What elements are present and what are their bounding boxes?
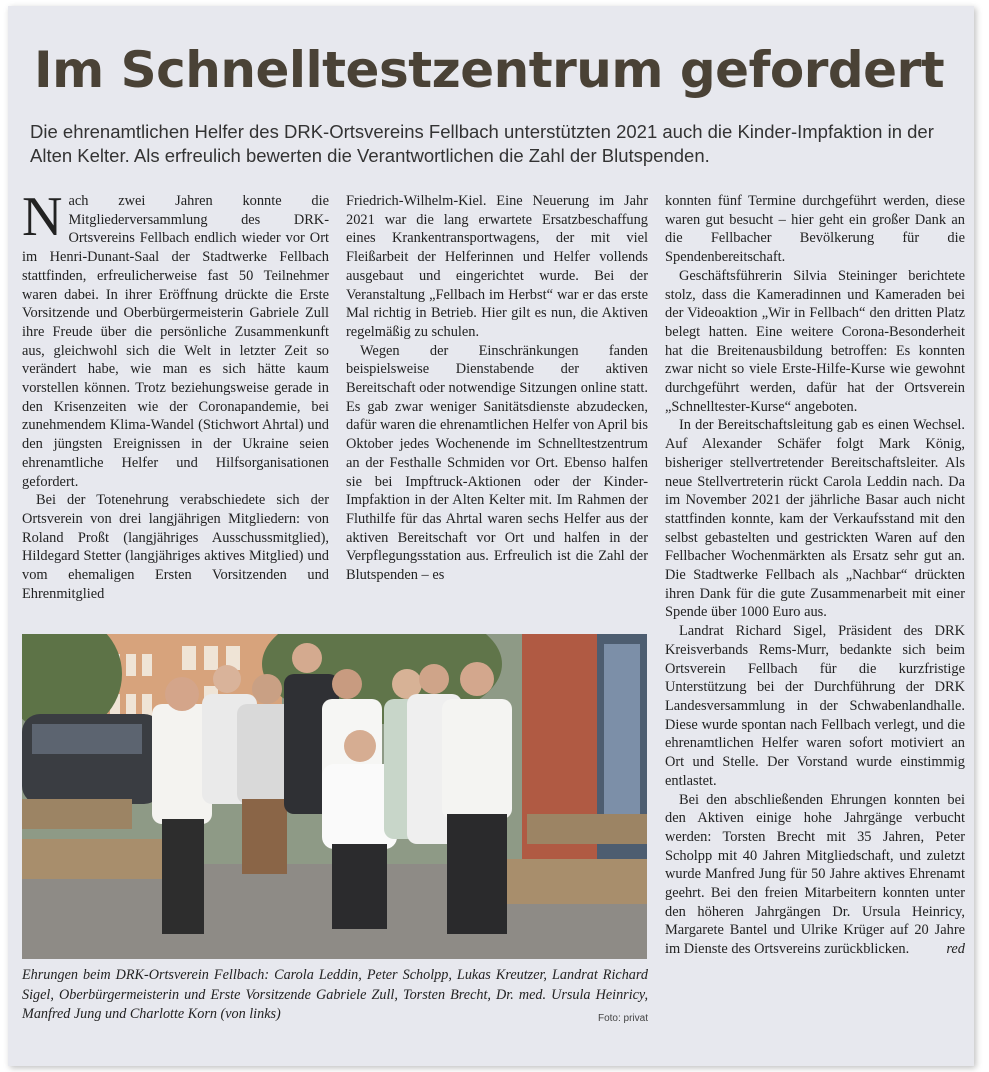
text-column-1 [22, 186, 329, 603]
paragraph: Landrat Richard Sigel, Präsident des DRK Kreisverbands Rems-Murr, bedankte sich beim Ortsverein Fellbach für die kurzfristige Unterstützung bei der Durchführung der DRK Landesversammlung in der Schwabenlandhalle. Diese wurde spontan nach Fellbach verlegt, und die ehrenamtlichen Helfer waren sofort motiviert an Ort und Stelle. Der Vorstand wurde einstimmig entlastet. [665, 623, 965, 789]
text-column-2 [346, 192, 648, 585]
paragraph: konnten fünf Termine durchgeführt werden, diese waren gut besucht – hier geht ein großer Dank an die Fellbacher Bevölkerung für die Spendenbereitschaft. [665, 193, 965, 266]
paragraph: Wegen der Einschränkungen fanden beispielsweise Dienstabende der aktiven Bereitschaft oder notwendige Sitzungen online statt. Es gab zwar weniger Sanitätsdienste abzudecken, dafür waren die ehrenamtlichen Helfer von April bis Oktober jedes Wochenende im Schnelltestzentrum an der Festhalle Schmiden vor Ort. Ebenso halfen sie bei Impftruck-Aktionen oder der Kinder-Impfaktion in der Alten Kelter mit. Im Rahmen der Fluthilfe für das Ahrtal waren sechs Helfer aus der aktiven Bereitschaft vor Ort und halfen in der Verpflegungsstation aus. Erfreulich ist die Zahl der Blutspenden – es [346, 342, 648, 584]
author-signature: red [946, 941, 965, 958]
newspaper-clipping [8, 6, 974, 1066]
paragraph: Bei den abschließenden Ehrungen konnten bei den Aktiven einige hohe Jahrgänge verbucht werden: Torsten Brecht mit 35 Jahren, Peter Scholpp mit 40 Jahren Mitgliedschaft, und zuletzt wurde Manfred Jung für 50 Jahre aktives Ehrenamt geehrt. Bei den freien Mitarbeitern konnten unter den höheren Jahrgängen Dr. Ursula Heinricy, Margarete Bantel und Ulrike Krüger auf 20 Jahre im Dienste des Ortsvereins zurückblicken. red [665, 791, 965, 958]
photo-caption: Ehrungen beim DRK-Ortsverein Fellbach: Carola Leddin, Peter Scholpp, Lukas Kreutzer, Landrat Richard Sigel, Oberbürgermeisterin und Erste Vorsitzende Gabriele Zull, Torsten Brecht, Dr. med. Ursula Heinricy, Manfred Jung und Charlotte Korn (von links) Foto: privat [22, 966, 648, 1029]
photo-credit: Foto: privat [597, 1013, 648, 1024]
paragraph: Bei der Totenehrung verabschiedete sich der Ortsverein von drei langjährigen Mitgliedern: von Roland Proßt (langjähriges Ausschussmitglied), Hildegard Stetter (langjähriges aktives Mitglied) und vom ehemaligen Ersten Vorsitzenden und Ehrenmitglied [22, 492, 329, 602]
paragraph: In der Bereitschaftsleitung gab es einen Wechsel. Auf Alexander Schäfer folgt Mark König, bisheriger stellvertretender Bereitschaftsleiter. Als neue Stellvertreterin rückt Carola Leddin nach. Da im November 2021 der jährliche Basar auch nicht stattfinden konnte, kam der Verkaufsstand mit den selbst gebastelten und gestrickten Waren auf den Fellbacher Wochenmärkten als Ersatz sehr gut an. Die Stadtwerke Fellbach als „Nachbar“ drückten ihren Dank für die gute Zusammenarbeit mit einer Spende über 1000 Euro aus. [665, 417, 965, 621]
photo-illustration [22, 634, 647, 959]
drop-cap: N [22, 186, 63, 248]
paragraph: Geschäftsführerin Silvia Steininger berichtete stolz, dass die Kameradinnen und Kameraden bei der Videoaktion „Wir in Fellbach“ den dritten Platz belegt hatten. Eine weitere Corona-Besonderheit hat die Breitenausbildung betroffen: Es konnten zwar nicht so viele Erste-Hilfe-Kurse wie gewohnt durchgeführt werden, dafür hat der Ortsverein „Schnelltester-Kurse“ angeboten. [665, 267, 965, 415]
paragraph: Friedrich-Wilhelm-Kiel. Eine Neuerung im Jahr 2021 war die lang erwartete Ersatzbeschaffung eines Krankentransportwagens, der mit viel Fleißarbeit der Helferinnen und Helfer vollends ausgebaut und eingerichtet wurde. Bei der Veranstaltung „Fellbach im Herbst“ war er das erste Mal richtig in Betrieb. Hier gilt es nun, die Aktiven regelmäßig zu schulen. [346, 193, 648, 340]
paragraph: Nach zwei Jahren konnte die Mitgliederversammlung des DRK-Ortsvereins Fellbach endlich wieder vor Ort im Henri-Dunant-Saal der Stadtwerke Fellbach stattfinden, erfreulicherweise fast 50 Teilnehmer waren dabei. In ihrer Eröffnung drückte die Erste Vorsitzende und Oberbürgermeisterin Gabriele Zull ihre Freude über die persönliche Zusammenkunft aus, gleichwohl sich die Welt in letzter Zeit so verändert habe, wie man es sich hätte kaum vorstellen können. Trotz beziehungsweise gerade in den Krisenzeiten wie der Coronapandemie, bei zunehmendem Klima-Wandel (Stichwort Ahrtal) und den jüngsten Ereignissen in der Ukraine seien ehrenamtliche Helfer und Hilfsorganisationen gefordert. [22, 186, 329, 490]
text-column-3 [665, 192, 965, 1032]
article-subheadline: Die ehrenamtlichen Helfer des DRK-Ortsvereins Fellbach unterstützten 2021 auch die Kinder-Impfaktion in der Alten Kelter. Als erfreulich bewerten die Verantwortlichen die Zahl der Blutspenden. [30, 121, 934, 166]
article-headline: Im Schnelltestzentrum gefordert [34, 41, 945, 99]
group-photo [22, 634, 647, 959]
